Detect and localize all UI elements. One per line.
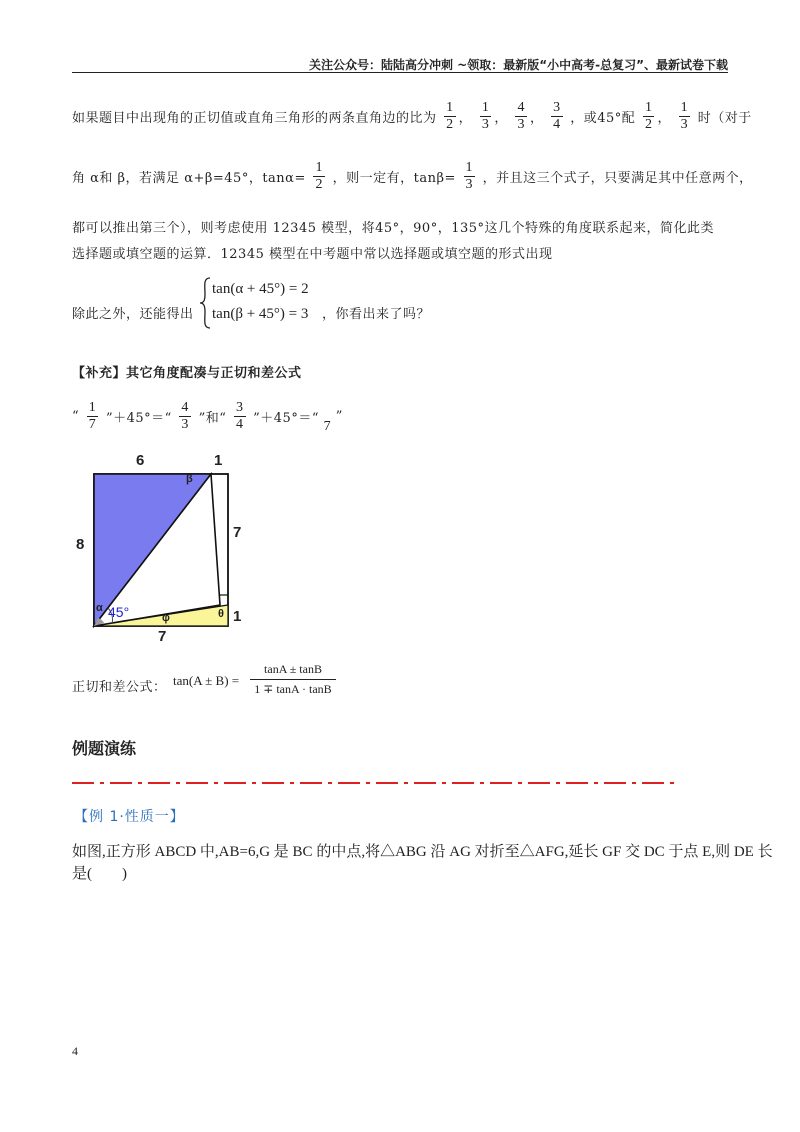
page-header: 关注公众号：陆陆高分冲刺 ~领取：最新版“小中高考-总复习”、最新试卷下载: [309, 58, 728, 72]
formula-numerator: tanA ± tanB: [250, 662, 336, 680]
label-theta: θ: [218, 608, 224, 620]
equation-beta: tan(β + 45°) = 3: [212, 306, 309, 322]
page-number: 4: [72, 1044, 78, 1058]
supplement-formula-line: [72, 400, 343, 435]
fraction-numerator: 3: [236, 400, 244, 415]
fraction-numerator: 1: [680, 100, 689, 115]
formula-label: 正切和差公式：: [72, 680, 167, 695]
label-bottom-right-1: 1: [233, 608, 242, 625]
supplement-and: ”和“: [198, 411, 227, 426]
fraction-numerator: 3: [553, 100, 561, 115]
fraction-numerator: 1: [315, 160, 323, 175]
para1-mid: ，或45°配: [570, 111, 636, 126]
fraction-numerator: 4: [517, 100, 525, 115]
practice-divider: [72, 770, 680, 774]
fraction-numerator: 1: [481, 100, 490, 115]
fraction-denominator: 2: [315, 177, 323, 192]
para1-tail: 时（对于: [697, 111, 752, 126]
formula-fraction: [250, 662, 336, 697]
label-45-degrees: 45°: [108, 604, 130, 620]
fraction-numerator: 1: [644, 100, 653, 115]
label-alpha: α: [96, 602, 103, 614]
fraction: [313, 160, 325, 193]
left-brace: [198, 276, 212, 330]
fraction-numerator: 4: [181, 400, 189, 415]
fraction-denominator: 3: [481, 117, 490, 132]
para1-line3: 都可以推出第三个），则考虑使用 12345 模型，将45°，90°，135°这几个特殊的角度联系起来，简化此类: [72, 221, 715, 236]
fraction-numerator: 1: [88, 400, 97, 415]
fraction-denominator: 3: [181, 417, 189, 432]
fraction: [679, 100, 691, 133]
fraction-denominator: 2: [644, 117, 653, 132]
para1-lead: 如果题目中出现角的正切值或直角三角形的两条直角边的比为: [72, 111, 437, 126]
fraction-denominator: 3: [517, 117, 525, 132]
para1-line2-part-b: ，则一定有，tanβ=: [332, 171, 456, 186]
fraction: [444, 100, 456, 133]
label-left-8: 8: [76, 536, 85, 553]
para1-line2-part-a: 角 α和 β，若满足 α+β=45°，tanα=: [72, 171, 306, 186]
label-top-6: 6: [136, 452, 145, 469]
para1-line2: [72, 160, 753, 193]
equation-alpha: tan(α + 45°) = 2: [212, 281, 309, 297]
formula-lhs: tan(A ± B) =: [173, 673, 240, 688]
supplement-seven: 7: [323, 419, 332, 434]
fraction: [179, 400, 191, 433]
fraction-denominator: 3: [680, 117, 689, 132]
example1-title: 【例 1·性质一】: [74, 809, 185, 825]
para2-tail: ，你看出来了吗？: [322, 307, 431, 322]
label-bottom-7: 7: [158, 628, 167, 645]
label-phi: φ: [162, 612, 170, 624]
label-right-7: 7: [233, 524, 242, 541]
para1-line1: 如果题目中出现角的正切值或直角三角形的两条直角边的比为 $\frac{1}{2}$ ， $\frac{1}{3}$ ， $\frac{4}{3}$ ， $\frac{3}{4}$ ，或45°配 $\frac{1}{2}$ ， $\frac{1}{3}$ 时（对于: [72, 100, 752, 132]
supplement-title: 【补充】其它角度配凑与正切和差公式: [72, 366, 302, 381]
example1-question-line2: 是( ): [72, 866, 127, 882]
label-beta: β: [186, 473, 193, 485]
quote-close: ”: [335, 409, 343, 424]
fraction: [551, 100, 563, 133]
fraction-denominator: 4: [553, 117, 561, 132]
fraction-denominator: 4: [236, 417, 244, 432]
supplement-plus-45: ”＋45°＝“: [105, 411, 172, 426]
quote-open: “: [72, 409, 80, 424]
para2-lead: 除此之外，还能得出: [72, 307, 194, 322]
example1-question-line1: 如图,正方形 ABCD 中,AB=6,G 是 BC 的中点,将△ABG 沿 AG 对折至△AFG,延长 GF 交 DC 于点 E,则 DE 长: [72, 844, 773, 860]
fraction: [234, 400, 246, 433]
fraction: [464, 160, 476, 193]
formula-denominator: 1 ∓ tanA · tanB: [254, 682, 332, 696]
fraction-denominator: 2: [446, 117, 454, 132]
para1-line4: 选择题或填空题的运算．12345 模型在中考题中常以选择题或填空题的形式出现: [72, 247, 553, 262]
fraction: [480, 100, 492, 133]
fraction: [87, 400, 99, 433]
fraction-denominator: 3: [465, 177, 474, 192]
practice-title: 例题演练: [72, 739, 137, 758]
geometry-figure: [72, 448, 262, 648]
para1-line2-part-c: ，并且这三个式子，只要满足其中任意两个，: [482, 171, 753, 186]
fraction-numerator: 1: [465, 160, 474, 175]
header-divider: [72, 72, 728, 73]
supplement-plus-45: ”＋45°＝“: [253, 411, 319, 426]
fraction: [643, 100, 655, 133]
fraction-denominator: 7: [88, 417, 97, 432]
fraction-numerator: 1: [446, 100, 454, 115]
label-top-1: 1: [214, 452, 223, 469]
fraction: [515, 100, 527, 133]
